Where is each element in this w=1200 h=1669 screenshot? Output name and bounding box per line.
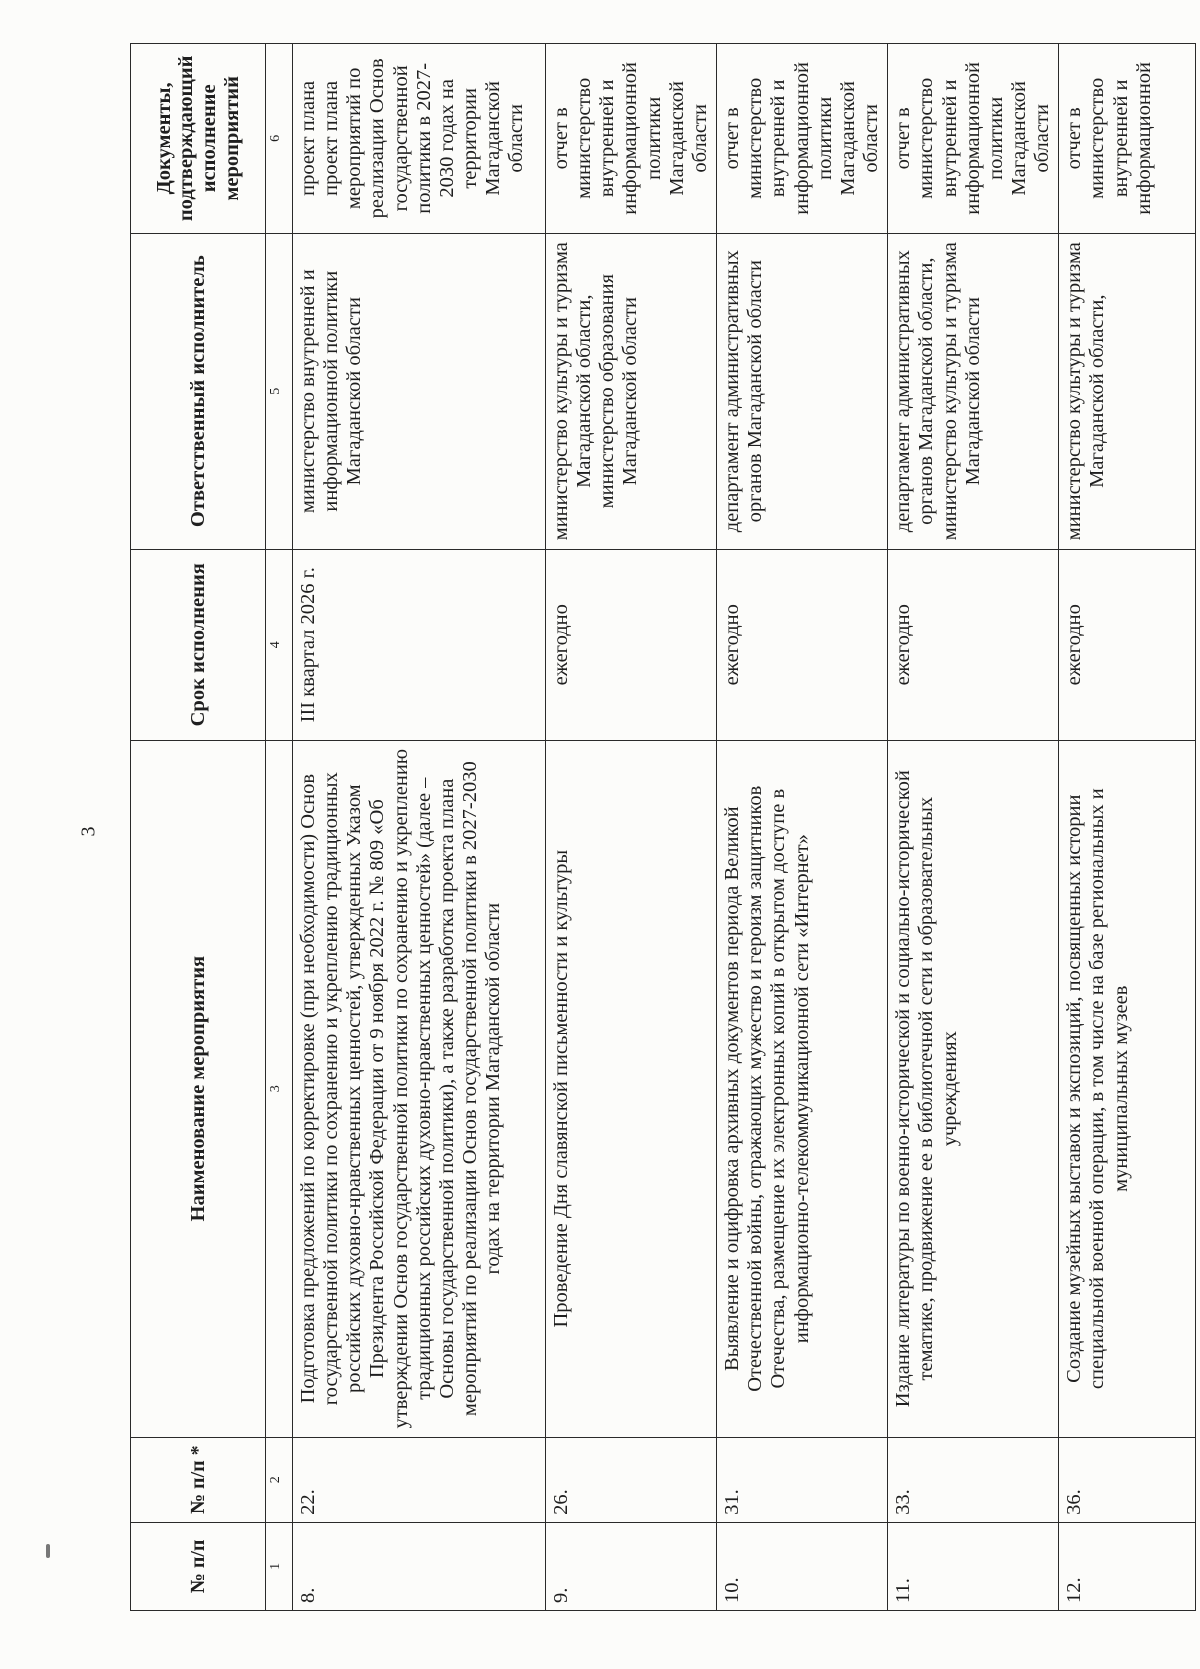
header-deadline: Срок исполнения <box>131 549 266 740</box>
column-index: 2 <box>266 1437 293 1522</box>
documents: проект плана проект плана мероприятий по реализации Основ государственной политики в 2027-2030 годах на территории Магаданской области <box>293 44 546 234</box>
deadline: ежегодно <box>717 549 888 740</box>
row-number: 9. <box>546 1522 717 1610</box>
deadline: ежегодно <box>1059 549 1196 740</box>
responsible: департамент административных органов Магаданской области, министерство культуры и туризма Магаданской области <box>888 233 1059 549</box>
header-row <box>131 44 266 1611</box>
row-number: 11. <box>888 1522 1059 1610</box>
event-name: Подготовка предложений по корректировке (при необходимости) Основ государственной политики по сохранению и укреплению традиционных российских духовно-нравственных ценностей, утвержденных Указом Президента Российской Федерации от 9 ноября 2022 г. № 809 «Об утверждении Основ государственной политики по сохранению и укреплению традиционных российских духовно-нравственных ценностей» (далее – Основы государственной политики), а также разработка проекта плана мероприятий по реализации Основ государственной политики в 2027-2030 годах на территории Магаданской области <box>293 740 546 1437</box>
deadline: ежегодно <box>546 549 717 740</box>
events-table <box>130 43 1196 1611</box>
table-row <box>546 44 717 1611</box>
responsible: министерство культуры и туризма Магаданской области, <box>1059 233 1196 549</box>
row-number: 8. <box>293 1522 546 1610</box>
event-name: Проведение Дня славянской письменности и культуры <box>546 740 717 1437</box>
row-number-alt: 31. <box>717 1437 888 1522</box>
row-number: 10. <box>717 1522 888 1610</box>
row-number-alt: 26. <box>546 1437 717 1522</box>
documents: отчет в министерство внутренней и информационной политики Магаданской области <box>888 44 1059 234</box>
scan-mark <box>46 1544 50 1558</box>
header-num-alt: № п/п * <box>131 1437 266 1522</box>
table-row <box>888 44 1059 1611</box>
deadline: III квартал 2026 г. <box>293 549 546 740</box>
documents: отчет в министерство внутренней и информационной политики Магаданской области <box>546 44 717 234</box>
header-documents: Документы, подтверждающий исполнение мероприятий <box>131 44 266 234</box>
row-number: 12. <box>1059 1522 1196 1610</box>
responsible: министерство культуры и туризма Магаданской области, министерство образования Магаданской области <box>546 233 717 549</box>
documents: отчет в министерство внутренней и информационной политики Магаданской области <box>717 44 888 234</box>
event-name: Выявление и оцифровка архивных документов периода Великой Отечественной войны, отражающих мужество и героизм защитников Отечества, размещение их электронных копий в открытом доступе в информационно-телекоммуникационной сети «Интернет» <box>717 740 888 1437</box>
column-index: 3 <box>266 740 293 1437</box>
event-name: Создание музейных выставок и экспозиций, посвященных истории специальной военной операции, в том числе на базе региональных и муниципальных музеев <box>1059 740 1196 1437</box>
column-index-row <box>266 44 293 1611</box>
table-row <box>293 44 546 1611</box>
column-index: 1 <box>266 1522 293 1610</box>
responsible: департамент административных органов Магаданской области <box>717 233 888 549</box>
row-number-alt: 33. <box>888 1437 1059 1522</box>
header-event-name: Наименование мероприятия <box>131 740 266 1437</box>
row-number-alt: 22. <box>293 1437 546 1522</box>
table-row <box>717 44 888 1611</box>
rotated-table-container <box>130 43 1196 1611</box>
column-index: 6 <box>266 44 293 234</box>
responsible: министерство внутренней и информационной политики Магаданской области <box>293 233 546 549</box>
documents: отчет в министерство внутренней и информационной <box>1059 44 1196 234</box>
table-row <box>1059 44 1196 1611</box>
header-num: № п/п <box>131 1522 266 1610</box>
column-index: 4 <box>266 549 293 740</box>
deadline: ежегодно <box>888 549 1059 740</box>
page-number: 3 <box>77 826 100 837</box>
header-responsible: Ответственный исполнитель <box>131 233 266 549</box>
column-index: 5 <box>266 233 293 549</box>
row-number-alt: 36. <box>1059 1437 1196 1522</box>
event-name: Издание литературы по военно-исторической и социально-исторической тематике, продвижение ее в библиотечной сети и образовательных учреждениях <box>888 740 1059 1437</box>
